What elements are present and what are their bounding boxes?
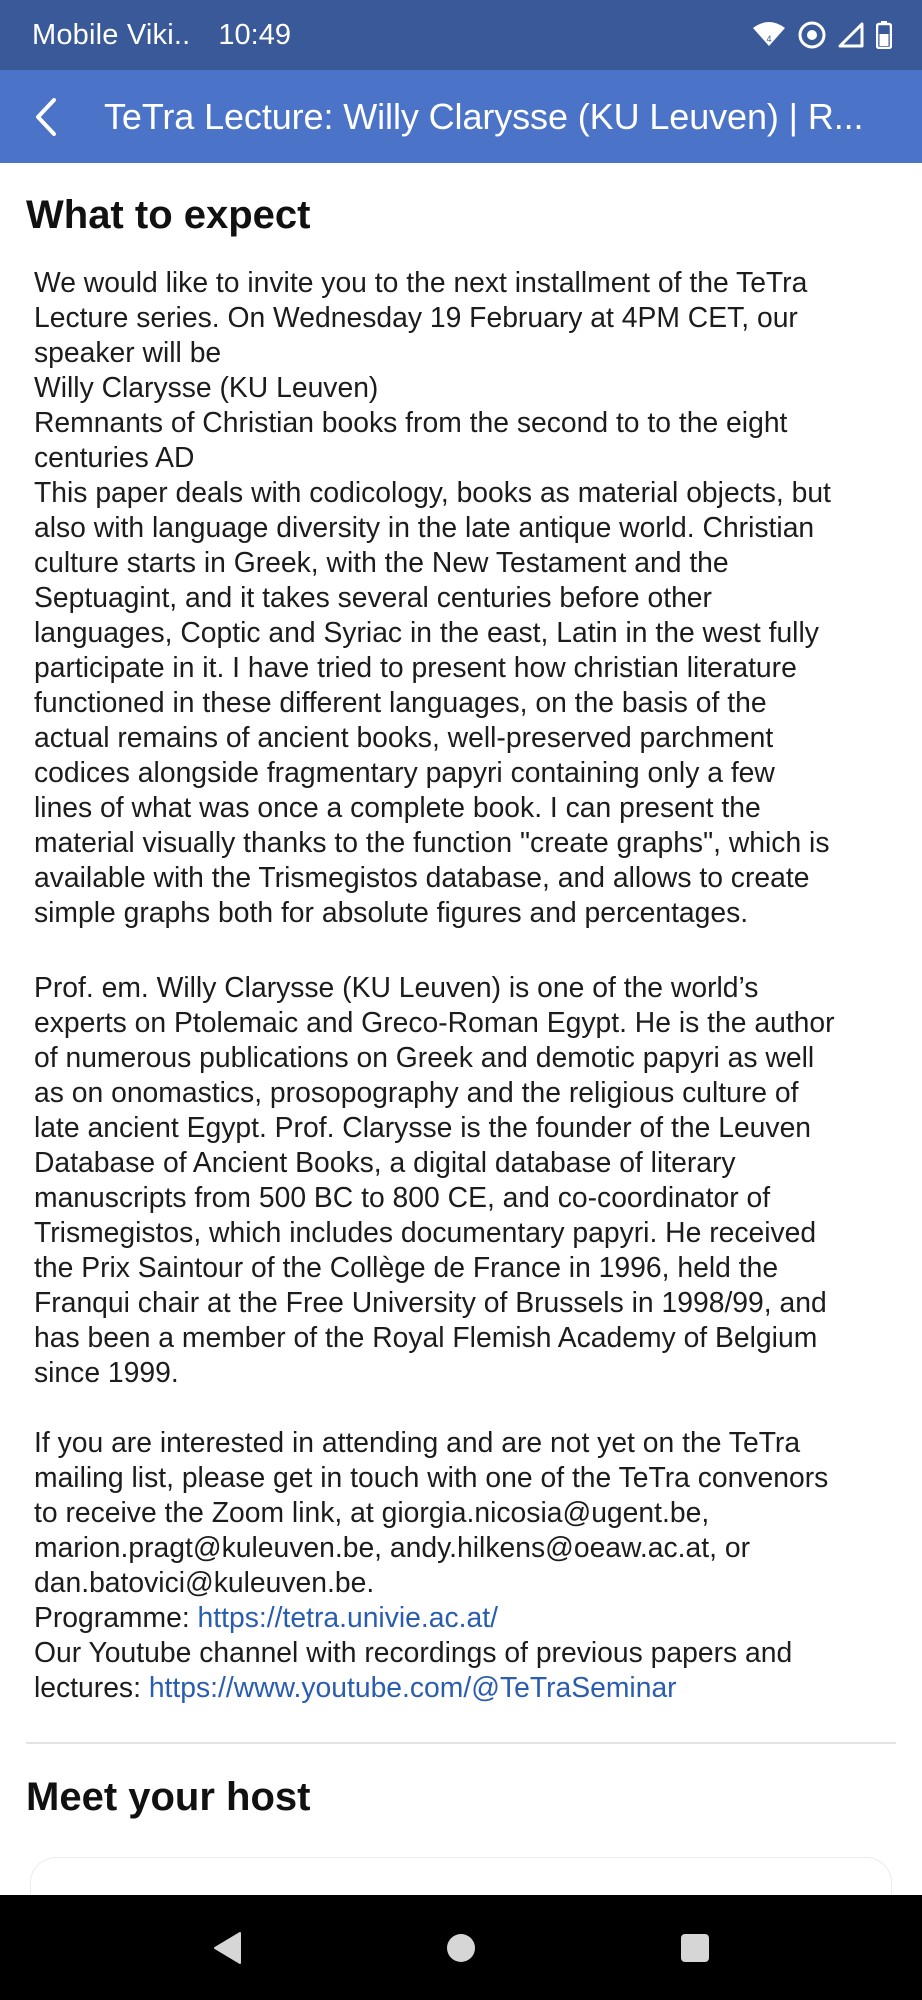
status-icons	[752, 21, 892, 49]
battery-icon	[876, 21, 892, 49]
text-line: Database of Ancient Books, a digital database of literary	[34, 1146, 736, 1178]
youtube-line	[34, 1670, 896, 1705]
attendance-paragraph	[34, 1425, 896, 1705]
text-line: as on onomastics, prosopography and the religious culture of	[34, 1076, 799, 1108]
home-circle-icon	[445, 1932, 477, 1964]
text-line: actual remains of ancient books, well-preserved parchment	[34, 721, 774, 753]
text-line: lines of what was once a complete book. I can present the	[34, 791, 761, 823]
status-bar	[0, 0, 922, 70]
text-line: Prof. em. Willy Clarysse (KU Leuven) is one of the world’s	[34, 971, 759, 1003]
text-line: languages, Coptic and Syriac in the east, Latin in the west fully	[34, 616, 819, 648]
text-line: simple graphs both for absolute figures and percentages.	[34, 896, 749, 928]
text-line: Trismegistos, which includes documentary papyri. He received	[34, 1216, 817, 1248]
text-line: If you are interested in attending and are not yet on the TeTra	[34, 1426, 801, 1458]
svg-text:4: 4	[766, 34, 772, 44]
programme-line	[34, 1600, 896, 1635]
text-line: experts on Ptolemaic and Greco-Roman Egypt. He is the author	[34, 1006, 835, 1038]
text-line: manuscripts from 500 BC to 800 CE, and co-coordinator of	[34, 1181, 771, 1213]
text-line: marion.pragt@kuleuven.be, andy.hilkens@oeaw.ac.at, or	[34, 1531, 751, 1563]
system-nav-bar	[0, 1895, 922, 2000]
text-line: participate in it. I have tried to present how christian literature	[34, 651, 797, 683]
text-line: Remnants of Christian books from the second to to the eight	[34, 406, 788, 438]
event-content	[0, 163, 922, 1895]
app-bar	[0, 70, 922, 163]
text-line: speaker will be	[34, 336, 222, 368]
what-to-expect-heading: What to expect	[26, 193, 311, 237]
text-line: available with the Trismegistos database, and allows to create	[34, 861, 810, 893]
text-line: since 1999.	[34, 1356, 179, 1388]
text-line: centuries AD	[34, 441, 195, 473]
text-line: Septuagint, and it takes several centuries before other	[34, 581, 712, 613]
text-line: We would like to invite you to the next installment of the TeTra	[34, 266, 808, 298]
text-line: dan.batovici@kuleuven.be.	[34, 1566, 375, 1598]
text-line: Our Youtube channel with recordings of previous papers and	[34, 1636, 793, 1668]
meet-your-host-heading: Meet your host	[26, 1775, 311, 1819]
back-triangle-icon	[212, 1931, 242, 1965]
nav-back-button[interactable]	[207, 1928, 247, 1968]
text-line: codices alongside fragmentary papyri containing only a few	[34, 756, 775, 788]
description-paragraph	[34, 265, 896, 930]
wifi-icon	[752, 22, 786, 48]
signal-icon	[838, 22, 864, 48]
text-line: also with language diversity in the late antique world. Christian	[34, 511, 815, 543]
chevron-left-icon	[34, 97, 58, 137]
text-line: Lecture series. On Wednesday 19 February at 4PM CET, our	[34, 301, 798, 333]
programme-link[interactable]: https://tetra.univie.ac.at/	[197, 1601, 498, 1633]
programme-label: Programme:	[34, 1601, 198, 1633]
recents-square-icon	[679, 1932, 711, 1964]
text-line: Willy Clarysse (KU Leuven)	[34, 371, 379, 403]
page-title: TeTra Lecture: Willy Clarysse (KU Leuven) | R...	[104, 95, 864, 137]
text-line: the Prix Saintour of the Collège de France in 1996, held the	[34, 1251, 779, 1283]
host-card[interactable]	[30, 1857, 892, 1895]
nav-recents-button[interactable]	[675, 1928, 715, 1968]
nav-home-button[interactable]	[441, 1928, 481, 1968]
text-line: Franqui chair at the Free University of Brussels in 1998/99, and	[34, 1286, 827, 1318]
text-line: has been a member of the Royal Flemish Academy of Belgium	[34, 1321, 818, 1353]
back-button[interactable]	[34, 95, 68, 139]
hotspot-icon	[798, 21, 826, 49]
status-time: 10:49	[218, 18, 291, 51]
text-line: of numerous publications on Greek and demotic papyri as well	[34, 1041, 815, 1073]
text-line: functioned in these different languages, on the basis of the	[34, 686, 767, 718]
text-line: late ancient Egypt. Prof. Clarysse is the founder of the Leuven	[34, 1111, 812, 1143]
text-line: mailing list, please get in touch with one of the TeTra convenors	[34, 1461, 829, 1493]
status-app-name: Mobile Viki..	[32, 18, 191, 51]
speaker-bio-paragraph	[34, 970, 896, 1390]
text-line: material visually thanks to the function "create graphs", which is	[34, 826, 830, 858]
youtube-label: lectures:	[34, 1671, 149, 1703]
text-line: This paper deals with codicology, books as material objects, but	[34, 476, 831, 508]
text-line: to receive the Zoom link, at giorgia.nicosia@ugent.be,	[34, 1496, 710, 1528]
youtube-link[interactable]: https://www.youtube.com/@TeTraSeminar	[148, 1671, 677, 1703]
text-line: culture starts in Greek, with the New Testament and the	[34, 546, 729, 578]
section-divider	[26, 1742, 896, 1744]
